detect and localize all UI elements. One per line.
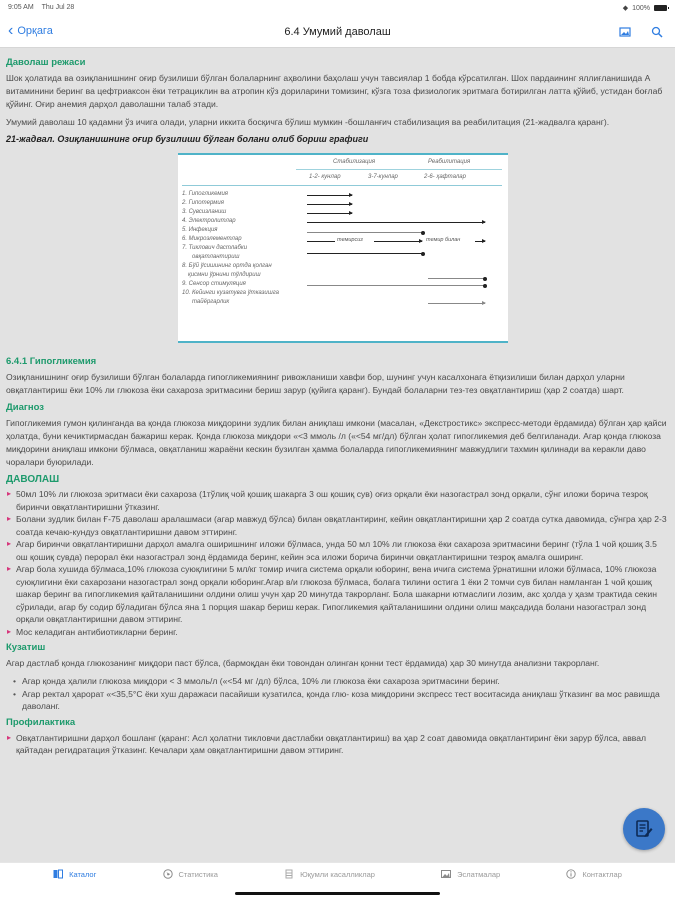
back-label: Орқага [17,25,53,37]
section-heading-prevention: Профилактика [6,716,76,728]
tab-label: Статистика [178,869,218,879]
phase-header: Стабилизация [333,159,376,165]
schedule-item: қисмни ўрнини тўлдириш [188,272,261,278]
section-heading-hypoglycemia: 6.4.1 Гипогликемия [6,356,97,367]
globe-icon [163,869,173,879]
paragraph: Гипогликемия гумон қилинганда ва қонда глюкоза миқдорини зудлик билан аниқлаш имкони (масалан, «Декстростикс» экспресс-методи ёрдамида) бўлган ҳар қайси ҳолатда, буни кечиктирмасдан бажариш керак. Қонда глюкоза миқдори «<3 ммоль /л («<54 мг/дл) бўлган ҳолат гипогликемия деб белгиланади. Агар қонда глюкоза миқдорини аниқлаш имкони бўлмаса, овқатланиш жараёни кескин бузилган ҳамма болаларда гипогликемиянинг мавжудлиги тахмин қилинади ва керакли даво чоралари буюрилади. [6,418,667,467]
battery-icon [654,5,667,11]
status-bar [0,0,675,16]
tab-label: Контактлар [582,869,622,879]
schedule-item: тайёргарлик [192,299,230,305]
monitoring-list [12,675,669,713]
notes-fab-button[interactable] [623,808,665,850]
grid-icon [284,869,294,879]
schedule-item: 6. Микроэлементлар [182,236,242,242]
info-icon [566,869,576,879]
tab-catalog[interactable] [53,869,96,879]
list-item: ▸ Болани зудлик билан Ғ-75 даволаш аралашмаси (агар мавжуд бўлса) билан овқатлантиринг, кейин овқатлантиришни ҳар 2 соатда сутка давомида, сўнгра ҳар 2-3 соатда кечаю-кундуз овқатлантиришни давом эттиринг. [6,513,669,538]
schedule-item: 2. Гипотермия [182,200,224,206]
list-item: • Агар ректал ҳарорат «<35,5°С ёки хуш даражаси пасайиши кузатилса, қонда глю- коза миқдорини экспресс тест воситасида аниқлаш ўтказинг ва мос равишда даволанг. [12,688,669,713]
status-time: 9:05 AM [8,4,34,11]
note-edit-icon [634,819,654,839]
image-icon [441,869,451,879]
list-item: ▸ Овқатлантиришни дарҳол бошланг (қаранг: Асл ҳолатни тикловчи дастлабки овқатлантириш) ва ҳар 2 соат давомида овқатлантиринг ёки зарур бўлса, аввал қайтадан регидратация ўтказинг. Кечалари ҳам овқатлантиришни давом эттиринг. [6,732,669,757]
period-header: 3-7-кунлар [368,174,398,180]
status-date: Thu Jul 28 [41,4,75,11]
treatment-schedule-table [178,153,508,343]
tab-infectious-diseases[interactable] [284,869,375,879]
tab-notes[interactable] [441,869,500,879]
chevron-left-icon: ‹ [8,22,14,39]
book-icon [53,869,63,879]
schedule-item: 5. Инфекция [182,227,218,233]
period-header: 2-6- ҳафталар [424,174,466,180]
section-heading-treatment: ДАВОЛАШ [6,474,60,485]
article-content[interactable] [0,48,675,864]
page-title: 6.4 Умумий даволаш [284,26,391,38]
home-indicator[interactable] [235,892,440,895]
search-icon[interactable] [651,26,663,38]
navigation-bar [0,16,675,48]
schedule-item: 3. Сувсизланиш [182,209,227,215]
schedule-item: 9. Сенсор стимуляция [182,281,246,287]
schedule-item: 4. Электролитлар [182,218,236,224]
list-item: ▸ Агар биринчи овқатлантиришни дарҳол амалга оширишнинг иложи бўлмаса, унда 50 мл 10% ли глюкоза ёки сахароза эритмасини беринг (тўла 1 чой қошиқ 3.5 ош қошиқ сувда) перорал ёки назогастрал зонд ёрдамида беринг, кейин эса иложи борича биринчи овқатлантиришни тезроқ амалга оширинг. [6,538,669,563]
prevention-list [6,732,669,757]
paragraph: Агар дастлаб қонда глюкозанинг миқдори паст бўлса, (бармоқдан ёки товондан олинган қонни тест ёрдамида) ҳар 30 минутда анализни такрорланг. [6,658,600,668]
wifi-icon: ◆ [622,5,629,12]
section-heading-monitoring: Кузатиш [6,642,46,653]
schedule-item: 10. Кейинги кузатувга ўтказишга [182,290,279,296]
list-item: • Агар қонда ҳалили глюкоза миқдори < 3 ммоль/л («<54 мг /дл) бўлса, 10% ли глюкоза ёки сахароза эритмасини беринг. [12,675,669,688]
label-with-iron: темир билан [426,237,461,243]
image-icon[interactable] [619,26,631,38]
schedule-item: овқатлантириш [192,254,240,260]
section-heading-regime: Даволаш режаси [6,57,86,68]
treatment-list [6,488,669,638]
paragraph: Озиқланишнинг оғир бузилиши бўлган болаларда гипогликемиянинг ривожланиши хавфи бор, шунинг учун касалхонага ётқизилиши билан дарҳол уларни овқатлантириш ёки 10% ли глюкоза ёки сахароза эритмасини бериш зарур (қуйига қаранг). Бундай болаларни тез-тез овқатлантириш (ҳар 2 соатда) шарт. [6,372,625,395]
tab-contacts[interactable] [566,869,622,879]
list-item: ▸ Мос келадиган антибиотикларни беринг. [6,626,669,639]
section-heading-diagnosis: Диагноз [6,402,44,413]
schedule-item: 7. Тиклович дастлабки [182,245,248,251]
list-item: ▸ 50мл 10% ли глюкоза эритмаси ёки сахароза (1тўлиқ чой қошиқ шакарга 3 ош қошиқ сув) оғиз орқали ёки назогастрал зонд орқали, сўнг иложи борича тезроқ биринчи овқатлантиришни ўтказинг. [6,488,669,513]
battery-percent: 100% [632,4,650,12]
phase-header: Реабилитация [428,159,471,165]
table-caption: 21-жадвал. Озиқланишнинг оғир бузилиши бўлган болани олиб бориш графиги [6,134,369,144]
list-item: ▸ Агар бола хушида бўлмаса,10% глюкоза суюқлигини 5 мл/кг томир ичига система орқали юборинг, вена ичига система ўрнатишни иложи бўлмаса, 10% глюкоза суюқлигини ёки сахарозани назогастрал зонд орқали юборинг.Агар в/и глюкоза бўлмаса, болага тилини остига 1 ёки 2 томчи сув билан намланган 1 чой қошиқ шакар беринг ва гипогликемия қайталанишини олдини олиш учун ҳар 20 минутда такрорланг. Бола шакарни ютмаслиги лозим, акс ҳолда у ҳазм трактида секин сўрилади, агар бу содир бўладиган бўлса яна 1 порция шакар бериш керак. Гипогликемия қайталанишини олдини олиш мақсадида болани назогастрал зонд орқали овқатлантиришни давом эттиринг. [6,563,669,626]
period-header: 1-2- кунлар [309,174,341,180]
schedule-item: 1. Гипогликемия [182,191,229,197]
paragraph: Шок ҳолатида ва озиқланишнинг оғир бузилиши бўлган болаларнинг аҳволини баҳолаш учун тавсиялар 1 бобда кўрсатилган. Шох пардаининг яллиғланишида А витаминини беринг ва цефтриаксон ёки тетрациклин ва атропин кўз дориларини томизинг, кўзга тоза физиологик эритмага ботирилган латта қўйиб, устидан боғлаб қўйинг. Оғир анемия дарҳол даволашни талаб этади. [6,73,663,109]
tab-bar [0,862,675,900]
tab-label: Юқумли касалликлар [300,869,375,879]
paragraph: Умумий даволаш 10 қадамни ўз ичига олади, уларни иккита босқичга бўлиш мумкин -бошланғич стабилизация ва реабилитация (21-жадвалга қаранг). [6,117,610,127]
schedule-item: 8. Бўй ўсишининг ортда қолган [182,263,272,269]
tab-label: Каталог [69,869,97,879]
label-no-iron: темирсиз [337,237,363,243]
tab-label: Эслатмалар [457,869,501,879]
tab-statistics[interactable] [163,869,218,879]
